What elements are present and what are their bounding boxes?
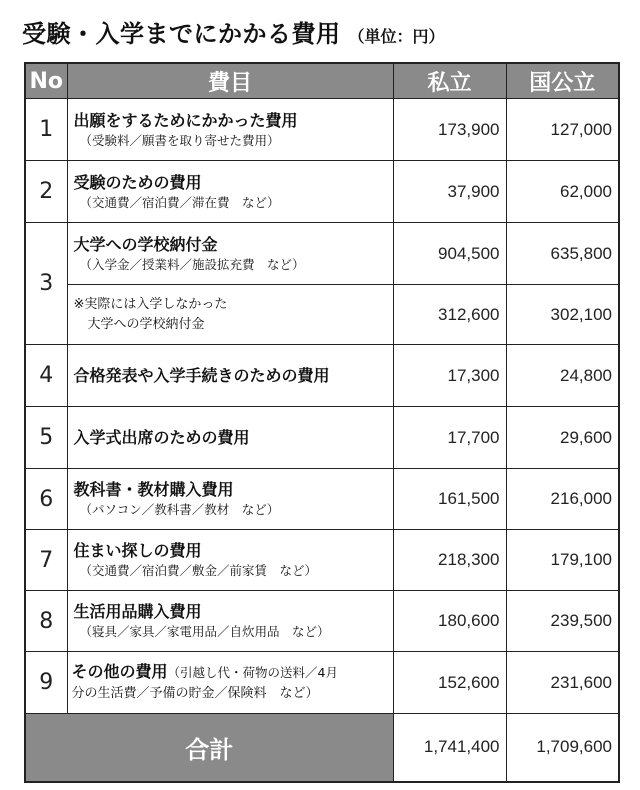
page-title: 受験・入学までにかかる費用	[22, 20, 341, 48]
row-item	[67, 223, 393, 285]
row-no: 6	[25, 469, 67, 530]
row-item	[67, 161, 393, 223]
table-row	[25, 223, 619, 285]
note-line1: ※実際には入学しなかった	[73, 296, 228, 312]
item-label: 生活用品購入費用	[73, 602, 202, 621]
public-value: 231,600	[506, 652, 619, 714]
table-row	[25, 161, 619, 223]
table-row	[25, 530, 619, 591]
item-label: 教科書・教材購入費用	[73, 480, 234, 499]
row-item	[67, 469, 393, 530]
header-private: 私立	[393, 63, 506, 99]
item-label: 大学への学校納付金	[73, 234, 218, 254]
header-row	[25, 63, 619, 99]
item-label: 出願をするためにかかった費用	[73, 110, 298, 130]
table-row	[25, 407, 619, 469]
unit-label: （単位：円）	[348, 27, 445, 46]
row-item	[67, 591, 393, 652]
item-sub-inline: （引越し代・荷物の送料／4月	[167, 665, 338, 680]
item-sub: （入学金／授業料／施設拡充費 など）	[79, 256, 305, 272]
item-sub: （パソコン／教科書／教材 など）	[79, 502, 280, 517]
row-item	[67, 530, 393, 591]
item-label-text: その他の費用	[71, 662, 168, 681]
row-item	[67, 345, 393, 407]
row-no: 8	[25, 591, 67, 652]
private-value: 180,600	[393, 591, 506, 652]
note-line2: 大学への学校納付金	[87, 316, 205, 332]
public-value: 24,800	[506, 345, 619, 407]
private-value: 173,900	[393, 99, 506, 161]
item-label: 受験のための費用	[73, 172, 202, 192]
total-label: 合計	[25, 714, 393, 782]
header-no: No	[25, 63, 67, 99]
public-value: 239,500	[506, 591, 619, 652]
row-no: 7	[25, 530, 67, 591]
private-value: 161,500	[393, 469, 506, 530]
item-label	[72, 661, 393, 684]
public-value: 635,800	[506, 223, 619, 285]
table-row	[25, 99, 619, 161]
total-private: 1,741,400	[393, 714, 506, 782]
row-no: 9	[25, 652, 67, 714]
private-value: 218,300	[393, 530, 506, 591]
table-row	[25, 345, 619, 407]
row-no: 5	[25, 407, 67, 469]
item-label: 入学式出席のための費用	[73, 427, 250, 447]
total-row	[25, 714, 619, 782]
total-public: 1,709,600	[506, 714, 619, 782]
public-value: 62,000	[506, 161, 619, 223]
table-row-note	[25, 285, 619, 345]
row-item-note	[67, 285, 393, 345]
item-sub: （受験料／願書を取り寄せた費用）	[79, 132, 280, 148]
page-title-area	[22, 14, 445, 54]
public-value: 179,100	[506, 530, 619, 591]
header-item: 費目	[67, 63, 393, 99]
item-label: 住まい探しの費用	[73, 541, 202, 560]
item-sub: （交通費／宿泊費／滞在費 など）	[79, 194, 280, 210]
row-item	[67, 652, 393, 714]
row-no: 3	[25, 223, 67, 345]
row-item	[67, 99, 393, 161]
public-value: 302,100	[506, 285, 619, 345]
private-value: 17,700	[393, 407, 506, 469]
table-row	[25, 652, 619, 714]
row-no: 4	[25, 345, 67, 407]
private-value: 37,900	[393, 161, 506, 223]
public-value: 216,000	[506, 469, 619, 530]
item-sub-cont: 分の生活費／予備の貯金／保険料 など）	[71, 686, 319, 701]
row-item	[67, 407, 393, 469]
private-value: 152,600	[393, 652, 506, 714]
table-row	[25, 591, 619, 652]
private-value: 904,500	[393, 223, 506, 285]
private-value: 17,300	[393, 345, 506, 407]
header-public: 国公立	[506, 63, 619, 99]
item-label: 合格発表や入学手続きのための費用	[73, 365, 330, 385]
public-value: 29,600	[506, 407, 619, 469]
row-no: 1	[25, 99, 67, 161]
item-sub: （寝具／家具／家電用品／自炊用品 など）	[79, 624, 330, 639]
public-value: 127,000	[506, 99, 619, 161]
private-value: 312,600	[393, 285, 506, 345]
cost-table	[24, 62, 620, 783]
table-row	[25, 469, 619, 530]
row-no: 2	[25, 161, 67, 223]
item-sub: （交通費／宿泊費／敷金／前家賃 など）	[79, 563, 318, 578]
